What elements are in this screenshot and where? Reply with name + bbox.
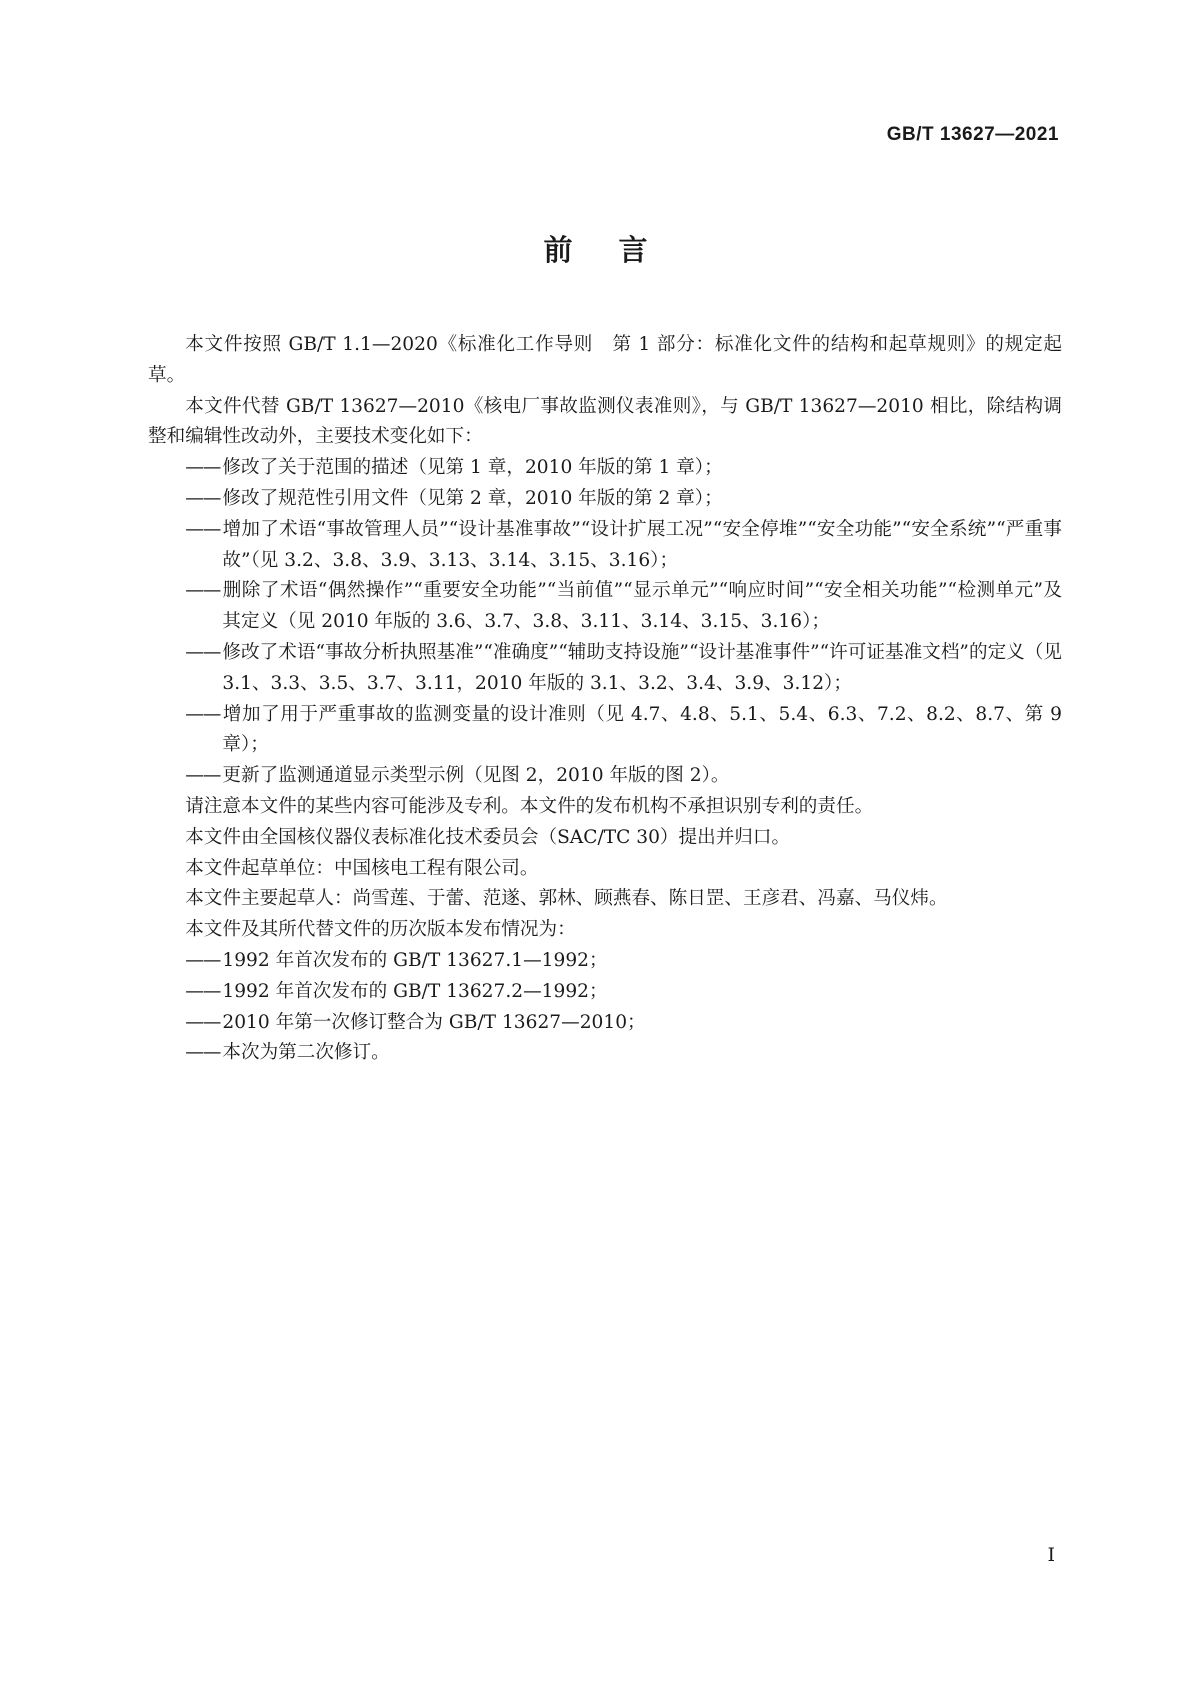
history-item — [148, 977, 1062, 1008]
change-item — [148, 484, 1062, 515]
page-number: I — [1047, 1544, 1055, 1566]
change-text: 修改了术语“事故分析执照基准”“准确度”“辅助支持设施”“设计基准事件”“许可证基准文档”的定义（见 3.1、3.3、3.5、3.7、3.11，2010 年版的 3.1、3.2、3.4、3.9、3.12）； — [222, 641, 1062, 694]
paragraph-drafting-unit: 本文件起草单位：中国核电工程有限公司。 — [185, 857, 539, 879]
change-item — [148, 700, 1062, 762]
change-item — [148, 576, 1062, 638]
dash: —— — [185, 518, 221, 540]
history-item — [148, 1038, 1062, 1069]
paragraph-proposed-by: 本文件由全国核仪器仪表标准化技术委员会（SAC/TC 30）提出并归口。 — [185, 826, 791, 848]
change-text: 修改了关于范围的描述（见第 1 章，2010 年版的第 1 章）； — [222, 457, 723, 479]
paragraph-patent-notice: 请注意本文件的某些内容可能涉及专利。本文件的发布机构不承担识别专利的责任。 — [185, 795, 874, 817]
change-item — [148, 453, 1062, 484]
change-text: 更新了监测通道显示类型示例（见图 2，2010 年版的图 2）。 — [222, 765, 730, 787]
change-text: 修改了规范性引用文件（见第 2 章，2010 年版的第 2 章）； — [222, 487, 723, 509]
paragraph-drafters: 本文件主要起草人：尚雪莲、于蕾、范遂、郭林、顾燕春、陈日罡、王彦君、冯嘉、马仪炜。 — [185, 888, 948, 910]
dash: —— — [185, 703, 221, 725]
change-item — [148, 638, 1062, 700]
history-item — [148, 946, 1062, 977]
dash: —— — [185, 487, 221, 509]
dash: —— — [185, 980, 221, 1002]
dash: —— — [185, 1011, 221, 1033]
history-text: 1992 年首次发布的 GB/T 13627.2—1992； — [222, 980, 608, 1002]
dash: —— — [185, 949, 221, 971]
dash: —— — [185, 580, 221, 602]
history-text: 本次为第二次修订。 — [222, 1042, 390, 1064]
paragraph-drafting-rules: 本文件按照 GB/T 1.1—2020《标准化工作导则 第 1 部分：标准化文件的结构和起草规则》的规定起草。 — [148, 334, 1062, 386]
change-item — [148, 761, 1062, 792]
page-title: 前言 — [543, 233, 694, 267]
standard-number: GB/T 13627—2021 — [886, 124, 1059, 145]
paragraph-history-intro: 本文件及其所代替文件的历次版本发布情况为： — [185, 919, 576, 941]
dash: —— — [185, 765, 221, 787]
history-text: 2010 年第一次修订整合为 GB/T 13627—2010； — [222, 1011, 646, 1033]
dash: —— — [185, 641, 221, 663]
history-item — [148, 1008, 1062, 1039]
dash: —— — [185, 1042, 221, 1064]
history-text: 1992 年首次发布的 GB/T 13627.1—1992； — [222, 949, 608, 971]
dash: —— — [185, 457, 221, 479]
foreword-body — [148, 330, 1062, 1069]
change-text: 删除了术语“偶然操作”“重要安全功能”“当前值”“显示单元”“响应时间”“安全相关功能”“检测单元”及其定义（见 2010 年版的 3.6、3.7、3.8、3.11、3.14、3.15、3.16）； — [222, 580, 1062, 633]
change-item — [148, 515, 1062, 577]
change-text: 增加了术语“事故管理人员”“设计基准事故”“设计扩展工况”“安全停堆”“安全功能”“安全系统”“严重事故”（见 3.2、3.8、3.9、3.13、3.14、3.15、3.16）； — [222, 518, 1062, 571]
paragraph-replacement: 本文件代替 GB/T 13627—2010《核电厂事故监测仪表准则》，与 GB/T 13627—2010 相比，除结构调整和编辑性改动外，主要技术变化如下： — [148, 395, 1062, 448]
change-text: 增加了用于严重事故的监测变量的设计准则（见 4.7、4.8、5.1、5.4、6.3、7.2、8.2、8.7、第 9 章）； — [222, 703, 1062, 756]
